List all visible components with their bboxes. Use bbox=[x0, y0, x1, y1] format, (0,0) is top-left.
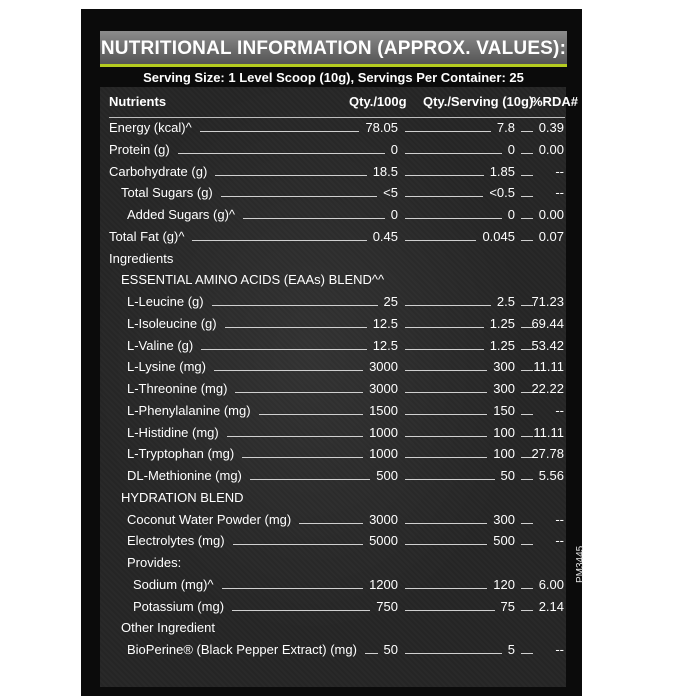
nutrition-panel bbox=[81, 9, 586, 696]
qty-per-100g: 1500 bbox=[369, 402, 398, 418]
leader-line bbox=[405, 588, 487, 589]
rda-percent: 22.22 bbox=[531, 381, 564, 396]
row-label: Protein (g) bbox=[109, 141, 170, 157]
qty-per-serving: 100 bbox=[493, 446, 515, 462]
leader-line bbox=[192, 240, 366, 241]
nutrient-row bbox=[81, 445, 582, 463]
leader-line bbox=[405, 131, 491, 132]
rda-percent: -- bbox=[555, 642, 564, 657]
leader-line bbox=[405, 370, 487, 371]
qty-per-100g: 500 bbox=[376, 468, 398, 483]
panel-title: NUTRITIONAL INFORMATION (APPROX. VALUES): bbox=[100, 38, 567, 59]
qty-per-serving: 0.045 bbox=[482, 228, 515, 244]
nutrient-row bbox=[81, 141, 582, 159]
leader-line bbox=[521, 479, 533, 480]
qty-per-serving: 50 bbox=[500, 468, 515, 483]
qty-per-100g: 750 bbox=[376, 598, 398, 614]
qty-per-serving: 1.25 bbox=[489, 315, 515, 331]
qty-per-100g: 78.05 bbox=[365, 120, 398, 135]
rda-percent: 53.42 bbox=[531, 337, 564, 353]
qty-per-100g: 0 bbox=[390, 207, 398, 222]
row-label: L-Threonine (mg) bbox=[127, 381, 228, 396]
leader-line bbox=[405, 153, 502, 154]
header-divider bbox=[109, 117, 565, 118]
leader-line bbox=[405, 218, 502, 219]
qty-per-100g: 0.45 bbox=[372, 228, 398, 244]
rda-percent: 6.00 bbox=[538, 576, 564, 592]
row-label: Sodium (mg)^ bbox=[133, 576, 214, 592]
leader-line bbox=[521, 588, 533, 589]
qty-per-100g: 12.5 bbox=[372, 315, 398, 331]
qty-per-serving: 2.5 bbox=[496, 294, 515, 309]
nutrient-row bbox=[81, 119, 582, 137]
leader-line bbox=[405, 653, 502, 654]
qty-per-serving: 75 bbox=[500, 598, 515, 614]
leader-line bbox=[405, 479, 495, 480]
qty-per-serving: 120 bbox=[493, 576, 515, 592]
nutrient-row bbox=[81, 424, 582, 442]
row-label: L-Valine (g) bbox=[127, 337, 194, 353]
leader-line bbox=[227, 436, 363, 437]
row-label: BioPerine® (Black Pepper Extract) (mg) bbox=[127, 642, 357, 657]
nutrient-row bbox=[81, 598, 582, 616]
section-heading-row bbox=[81, 250, 582, 268]
rda-percent: 5.56 bbox=[538, 468, 564, 483]
leader-line bbox=[521, 523, 533, 524]
leader-line bbox=[235, 392, 363, 393]
qty-per-serving: 1.85 bbox=[489, 163, 515, 179]
leader-line bbox=[405, 196, 483, 197]
row-label: Ingredients bbox=[109, 250, 174, 266]
row-label: L-Histidine (mg) bbox=[127, 424, 219, 440]
qty-per-serving: 0 bbox=[507, 207, 515, 222]
leader-line bbox=[405, 305, 491, 306]
leader-line bbox=[521, 544, 533, 545]
leader-line bbox=[521, 153, 533, 154]
leader-line bbox=[405, 392, 487, 393]
nutrient-row bbox=[81, 402, 582, 420]
leader-line bbox=[233, 544, 364, 545]
leader-line bbox=[242, 457, 363, 458]
col-header-nutrients: Nutrients bbox=[109, 94, 167, 109]
leader-line bbox=[405, 523, 487, 524]
qty-per-serving: 300 bbox=[493, 511, 515, 527]
leader-line bbox=[221, 196, 377, 197]
leader-line bbox=[259, 414, 364, 415]
leader-line bbox=[405, 457, 487, 458]
leader-line bbox=[225, 327, 367, 328]
qty-per-serving: 500 bbox=[493, 533, 515, 549]
section-heading-row bbox=[81, 619, 582, 637]
qty-per-serving: 100 bbox=[493, 424, 515, 440]
leader-line bbox=[405, 349, 484, 350]
row-label: Added Sugars (g)^ bbox=[127, 207, 235, 222]
leader-line bbox=[215, 175, 366, 176]
title-accent-line bbox=[100, 64, 567, 67]
nutrient-row bbox=[81, 358, 582, 376]
nutrient-row bbox=[81, 206, 582, 224]
leader-line bbox=[521, 175, 533, 176]
row-label: L-Phenylalanine (mg) bbox=[127, 402, 251, 418]
leader-line bbox=[521, 218, 533, 219]
nutrient-row bbox=[81, 293, 582, 311]
rda-percent: 0.07 bbox=[538, 228, 564, 244]
leader-line bbox=[299, 523, 363, 524]
nutrient-row bbox=[81, 337, 582, 355]
nutrient-row bbox=[81, 315, 582, 333]
section-heading-row bbox=[81, 554, 582, 572]
qty-per-serving: 5 bbox=[507, 642, 515, 657]
col-header-serving: Qty./Serving (10g) bbox=[423, 94, 534, 109]
nutrient-row bbox=[81, 532, 582, 550]
rda-percent: 11.11 bbox=[533, 424, 564, 440]
leader-line bbox=[405, 436, 487, 437]
nutrient-row bbox=[81, 163, 582, 181]
qty-per-serving: 0 bbox=[507, 141, 515, 157]
row-label: Total Sugars (g) bbox=[121, 185, 213, 201]
rda-percent: -- bbox=[555, 533, 564, 549]
leader-line bbox=[521, 610, 533, 611]
leader-line bbox=[365, 653, 378, 654]
leader-line bbox=[521, 370, 533, 371]
leader-line bbox=[405, 175, 484, 176]
rda-percent: 0.00 bbox=[538, 207, 564, 222]
rda-percent: -- bbox=[555, 163, 564, 179]
leader-line bbox=[405, 544, 487, 545]
qty-per-serving: 7.8 bbox=[496, 120, 515, 135]
row-label: Carbohydrate (g) bbox=[109, 163, 208, 179]
qty-per-100g: 1200 bbox=[369, 576, 398, 592]
nutrient-row bbox=[81, 641, 582, 659]
qty-per-100g: 0 bbox=[390, 141, 398, 157]
leader-line bbox=[232, 610, 370, 611]
row-label: Other Ingredient bbox=[121, 620, 215, 636]
col-header-per100: Qty./100g bbox=[349, 94, 407, 109]
leader-line bbox=[521, 196, 533, 197]
qty-per-100g: 18.5 bbox=[372, 163, 398, 179]
title-bar bbox=[100, 31, 567, 67]
section-heading-row bbox=[81, 271, 582, 289]
qty-per-100g: 3000 bbox=[369, 511, 398, 527]
leader-line bbox=[250, 479, 370, 480]
leader-line bbox=[178, 153, 385, 154]
leader-line bbox=[405, 610, 495, 611]
nutrient-row bbox=[81, 380, 582, 398]
row-label: Total Fat (g)^ bbox=[109, 228, 185, 244]
qty-per-100g: 5000 bbox=[369, 533, 398, 549]
section-heading-row bbox=[81, 489, 582, 507]
row-label: Potassium (mg) bbox=[133, 598, 225, 614]
qty-per-serving: <0.5 bbox=[489, 185, 515, 201]
table-header bbox=[109, 94, 578, 110]
serving-info: Serving Size: 1 Level Scoop (10g), Servings Per Container: 25 bbox=[143, 70, 524, 85]
rda-percent: 11.11 bbox=[533, 359, 564, 375]
leader-line bbox=[214, 370, 363, 371]
col-header-rda: %RDA# bbox=[531, 94, 578, 109]
nutrient-row bbox=[81, 184, 582, 202]
leader-line bbox=[521, 653, 533, 654]
rda-percent: 2.14 bbox=[538, 598, 564, 614]
rda-percent: 0.39 bbox=[538, 120, 564, 135]
row-label: L-Leucine (g) bbox=[127, 294, 204, 309]
rda-percent: -- bbox=[555, 511, 564, 527]
leader-line bbox=[521, 131, 533, 132]
qty-per-100g: 3000 bbox=[369, 359, 398, 375]
leader-line bbox=[201, 349, 366, 350]
rda-percent: -- bbox=[555, 185, 564, 201]
rda-percent: 71.23 bbox=[531, 294, 564, 309]
nutrient-row bbox=[81, 467, 582, 485]
qty-per-serving: 150 bbox=[493, 402, 515, 418]
leader-line bbox=[222, 588, 364, 589]
row-label: Electrolytes (mg) bbox=[127, 533, 225, 549]
row-label: Coconut Water Powder (mg) bbox=[127, 511, 292, 527]
leader-line bbox=[521, 436, 533, 437]
row-label: L-Isoleucine (g) bbox=[127, 315, 217, 331]
nutrient-row bbox=[81, 576, 582, 594]
leader-line bbox=[405, 240, 476, 241]
row-label: L-Lysine (mg) bbox=[127, 359, 206, 375]
qty-per-100g: 3000 bbox=[369, 381, 398, 396]
product-code: PM3445 bbox=[575, 545, 586, 583]
qty-per-100g: 50 bbox=[383, 642, 398, 657]
leader-line bbox=[405, 414, 487, 415]
rda-percent: 69.44 bbox=[531, 315, 564, 331]
row-label: HYDRATION BLEND bbox=[121, 489, 244, 505]
qty-per-serving: 1.25 bbox=[489, 337, 515, 353]
nutrient-row bbox=[81, 228, 582, 246]
row-label: ESSENTIAL AMINO ACIDS (EAAs) BLEND^^ bbox=[121, 272, 385, 288]
leader-line bbox=[405, 327, 484, 328]
leader-line bbox=[200, 131, 360, 132]
qty-per-serving: 300 bbox=[493, 359, 515, 375]
leader-line bbox=[521, 240, 533, 241]
rda-percent: 0.00 bbox=[538, 141, 564, 157]
leader-line bbox=[521, 414, 533, 415]
row-label: DL-Methionine (mg) bbox=[127, 468, 242, 483]
qty-per-100g: 12.5 bbox=[372, 337, 398, 353]
leader-line bbox=[212, 305, 378, 306]
rda-percent: 27.78 bbox=[531, 446, 564, 462]
row-label: Energy (kcal)^ bbox=[109, 120, 192, 135]
row-label: L-Tryptophan (mg) bbox=[127, 446, 235, 462]
leader-line bbox=[243, 218, 385, 219]
qty-per-100g: 1000 bbox=[369, 424, 398, 440]
row-label: Provides: bbox=[127, 555, 182, 570]
nutrient-row bbox=[81, 511, 582, 529]
qty-per-100g: 25 bbox=[383, 294, 398, 309]
qty-per-100g: 1000 bbox=[369, 446, 398, 462]
qty-per-serving: 300 bbox=[493, 381, 515, 396]
rda-percent: -- bbox=[555, 402, 564, 418]
qty-per-100g: <5 bbox=[383, 185, 398, 201]
